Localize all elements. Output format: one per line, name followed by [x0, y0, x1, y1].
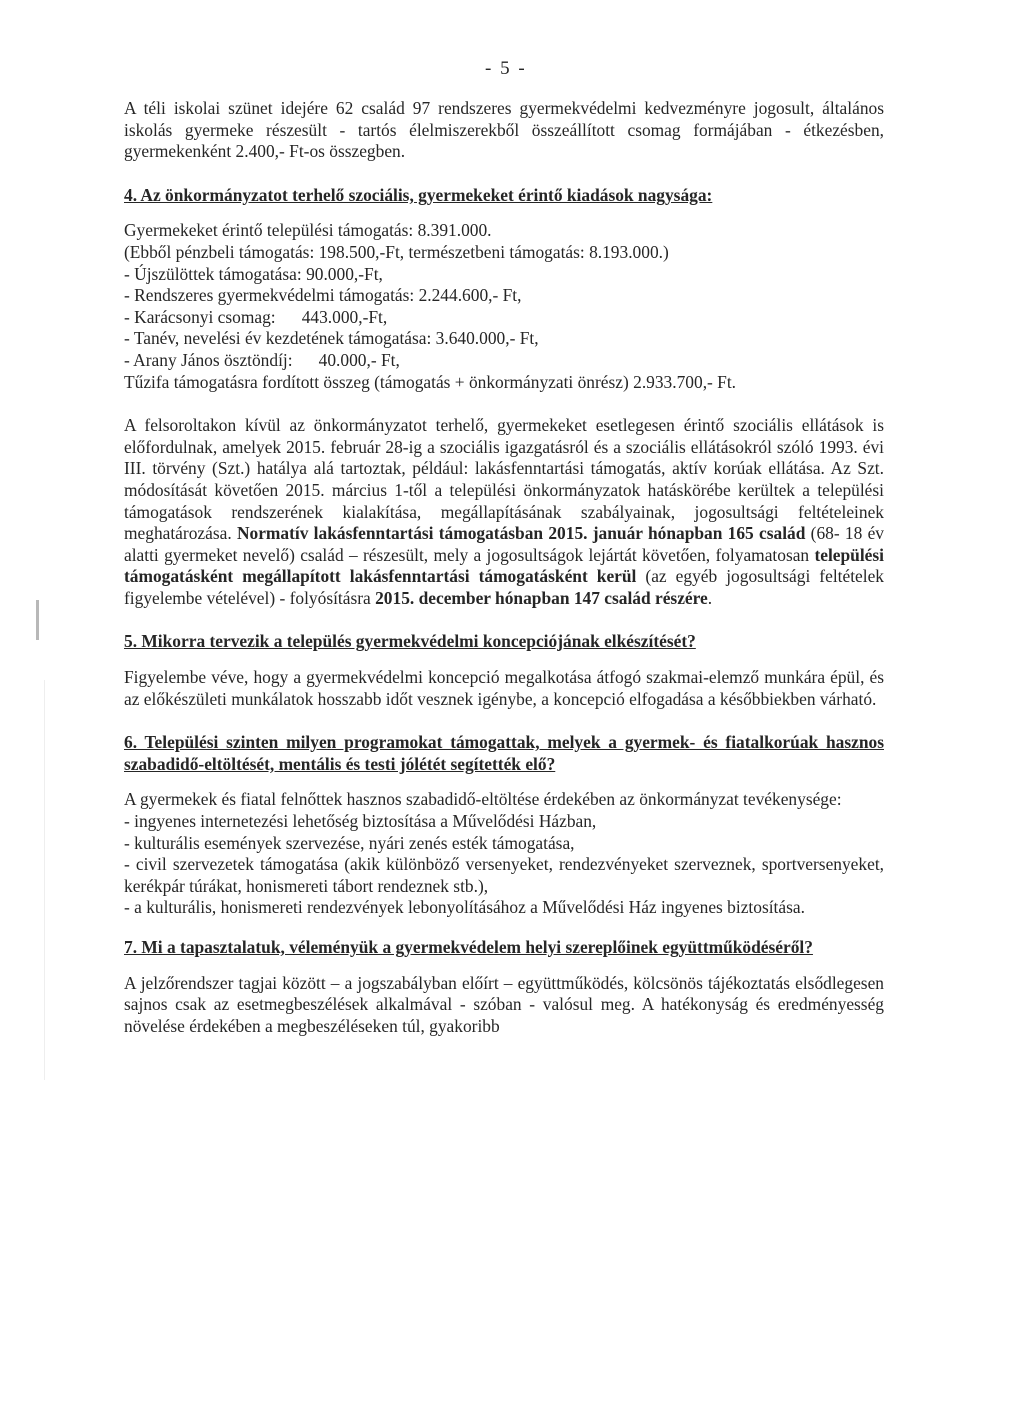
paragraph-cooperation: A jelzőrendszer tagjai között – a jogszabályban előírt – együttműködés, kölcsönös tájékoztatás elsődlegesen sajnos csak az esetmegbeszélések alkalmával - szóban - valósul meg. A hatékonyság és eredményesség növelése érdekében a megbeszéléseken túl, gyakoribb [124, 972, 884, 1036]
list-item: - Tanév, nevelési év kezdetének támogatása: 3.640.000,- Ft, [124, 328, 539, 349]
list-item: Gyermekeket érintő települési támogatás: 8.391.000. [124, 220, 492, 241]
list-item: - Arany János ösztöndíj: 40.000,- Ft, [124, 349, 400, 370]
paragraph-programs: A gyermekek és fiatal felnőttek hasznos szabadidő-eltöltése érdekében az önkormányzat tevékenysége: [124, 789, 842, 810]
list-item: - civil szervezetek támogatása (akik különböző versenyeket, rendezvényeket szerveznek, sportversenyeket, kerékpár túrákat, honismereti tábort rendeznek stb.), [124, 854, 884, 896]
expenses-list [124, 220, 884, 393]
heading-section-6: 6. Települési szinten milyen programokat támogattak, melyek a gyermek- és fiatalkorúak hasznos szabadidő-eltöltését, mentális és testi jólétét segítették elő? [124, 732, 884, 774]
list-item: - ingyenes internetezési lehetőség biztosítása a Művelődési Házban, [124, 811, 597, 832]
list-item: (Ebből pénzbeli támogatás: 198.500,-Ft, természetbeni támogatás: 8.193.000.) [124, 241, 669, 262]
paragraph-text: (68- 18 év alatti gyermeket nevelő) család – részesült, mely a jogosultságok lejártát követően, folyamatosan [124, 523, 884, 565]
paragraph-winter-break: A téli iskolai szünet idejére 62 család 97 rendszeres gyermekvédelmi kedvezményre jogosult, általános iskolás gyermeke részesült - tartós élelmiszerekből összeállított csomag formájában - étkezésben, gyermekenként 2.400,- Ft-os összegben. [124, 98, 884, 162]
paragraph-text: A felsoroltakon kívül az önkormányzatot terhelő, gyermekeket esetlegesen érintő szociális ellátások is előfordulnak, amelyek 2015. február 28-ig a szociális igazgatásról és a szociális ellátásokról szóló 1993. évi III. törvény (Szt.) hatálya alá tartoztak, például: lakásfenntartási támogatás, aktív korúak ellátása. Az Szt. módosítását követően 2015. március 1-től a települési önkormányzatok hatáskörébe kerültek a települési támogatások rendszerének kialakítása, megállapításának szabályainak, jogosultsági feltételeinek meghatározása. [124, 415, 884, 544]
list-item: - Újszülöttek támogatása: 90.000,-Ft, [124, 263, 383, 284]
page-number: - 5 - [485, 58, 527, 79]
bold-text: 2015. december hónapban 147 család részére [375, 587, 708, 608]
heading-section-4: 4. Az önkormányzatot terhelő szociális, gyermekeket érintő kiadások nagysága: [124, 184, 713, 205]
document-body [124, 98, 884, 1037]
paragraph-concept: Figyelembe véve, hogy a gyermekvédelmi koncepció megalkotása átfogó szakmai-elemző munkára épül, és az előkészületi munkálatok hosszabb időt vesznek igénybe, a koncepció elfogadása a későbbiekben várható. [124, 667, 884, 709]
list-item: - a kulturális, honismereti rendezvények lebonyolításához a Művelődési Ház ingyenes biztosítása. [124, 897, 805, 918]
scan-artifact [44, 680, 45, 1080]
scan-artifact [36, 600, 39, 640]
paragraph-text: . [707, 587, 713, 608]
list-item: - kulturális események szervezése, nyári zenés esték támogatása, [124, 832, 575, 853]
list-item: - Karácsonyi csomag: 443.000,-Ft, [124, 306, 388, 327]
list-item: - Rendszeres gyermekvédelmi támogatás: 2.244.600,- Ft, [124, 285, 522, 306]
bold-text: Normatív lakásfenntartási támogatásban 2015. január hónapban 165 család [236, 523, 806, 544]
bold-text: települési támogatásként megállapított lakásfenntartási támogatásként kerül [124, 544, 884, 587]
heading-section-7: 7. Mi a tapasztalatuk, véleményük a gyermekvédelem helyi szereplőinek együttműködéséről? [124, 937, 813, 957]
paragraph-social-benefits [124, 415, 884, 609]
heading-section-5: 5. Mikorra tervezik a település gyermekvédelmi koncepciójának elkészítését? [124, 631, 696, 652]
list-item: Tűzifa támogatásra fordított összeg (támogatás + önkormányzati önrész) 2.933.700,- Ft. [124, 371, 737, 392]
paragraph-text: (az egyéb jogosultsági feltételek figyelembe vételével) - folyósításra [124, 566, 884, 608]
programs-list [124, 811, 884, 919]
